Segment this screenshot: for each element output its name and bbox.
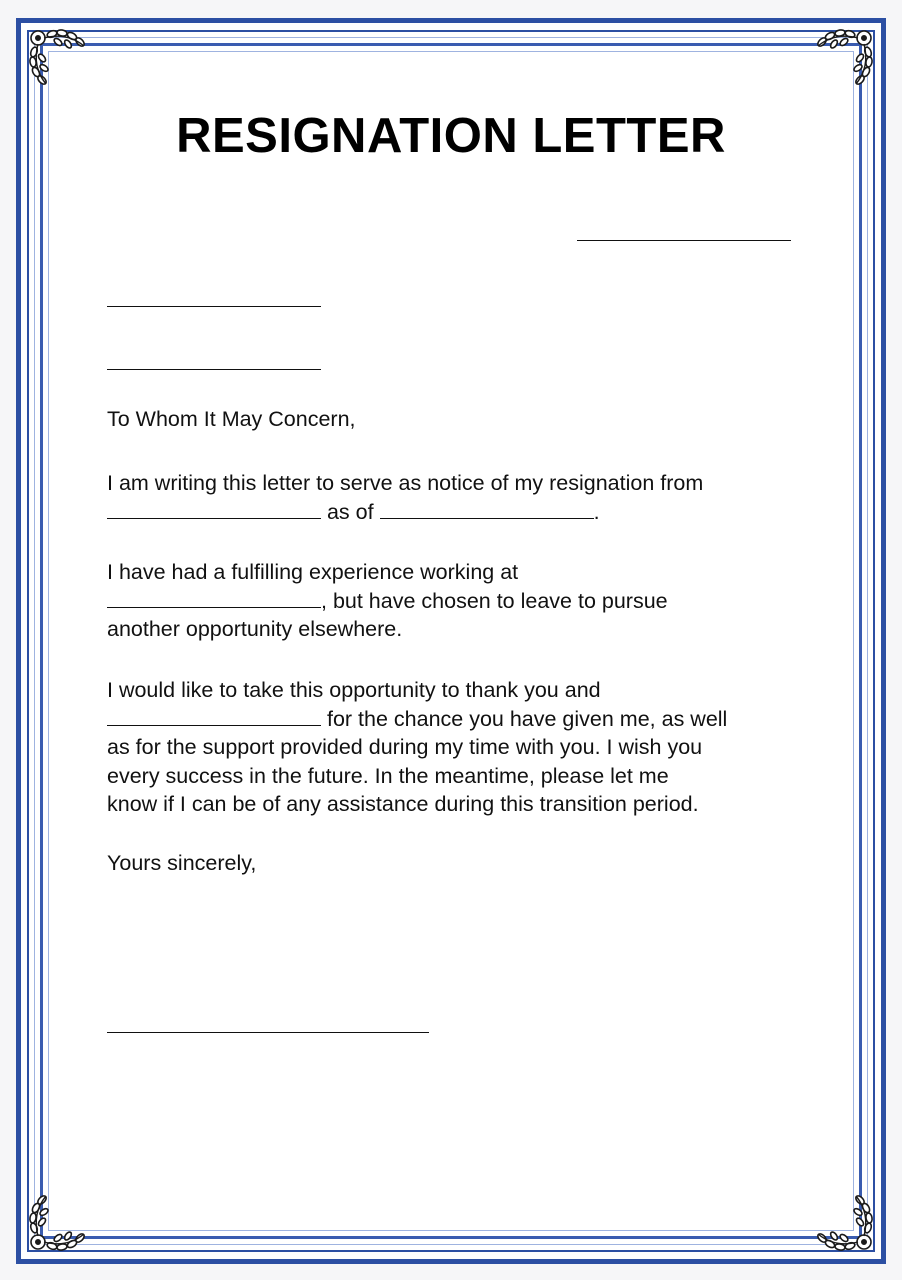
laurel-flourish-icon bbox=[22, 1180, 100, 1258]
salutation: To Whom It May Concern, bbox=[107, 407, 356, 431]
paragraph-line: I am writing this letter to serve as notice of my resignation from bbox=[107, 471, 704, 495]
paragraph-notice bbox=[107, 469, 703, 526]
paragraph-line: every success in the future. In the meantime, please let me bbox=[107, 763, 669, 788]
date-blank[interactable] bbox=[577, 240, 791, 241]
company-name-blank[interactable] bbox=[107, 606, 321, 608]
laurel-flourish-icon bbox=[802, 1180, 880, 1258]
paragraph-line: another opportunity elsewhere. bbox=[107, 617, 403, 641]
paragraph-line bbox=[107, 498, 703, 527]
manager-name-blank[interactable] bbox=[107, 724, 321, 726]
inline-text: as of bbox=[321, 499, 380, 524]
letter-title: RESIGNATION LETTER bbox=[176, 109, 726, 163]
laurel-flourish-icon bbox=[802, 22, 880, 100]
laurel-flourish-icon bbox=[22, 22, 100, 100]
inline-text: for the chance you have given me, as well bbox=[321, 706, 728, 731]
paragraph-line bbox=[107, 587, 668, 616]
paragraph-experience bbox=[107, 558, 668, 644]
company-name-blank[interactable] bbox=[107, 517, 321, 519]
paragraph-line: as for the support provided during my time with you. I wish you bbox=[107, 735, 703, 759]
recipient-name-blank[interactable] bbox=[107, 306, 321, 307]
inline-text: , but have chosen to leave to pursue bbox=[321, 588, 668, 613]
paragraph-line: I have had a fulfilling experience working at bbox=[107, 560, 519, 584]
closing: Yours sincerely, bbox=[107, 851, 257, 875]
inline-text: . bbox=[593, 499, 600, 524]
paragraph-line bbox=[107, 705, 727, 734]
recipient-address-blank[interactable] bbox=[107, 369, 321, 370]
signature-blank[interactable] bbox=[107, 1032, 429, 1033]
resignation-date-blank[interactable] bbox=[380, 517, 594, 519]
paragraph-thanks bbox=[107, 676, 727, 819]
paragraph-line: I would like to take this opportunity to thank you and bbox=[107, 678, 601, 702]
paragraph-line: know if I can be of any assistance during this transition period. bbox=[107, 792, 699, 816]
